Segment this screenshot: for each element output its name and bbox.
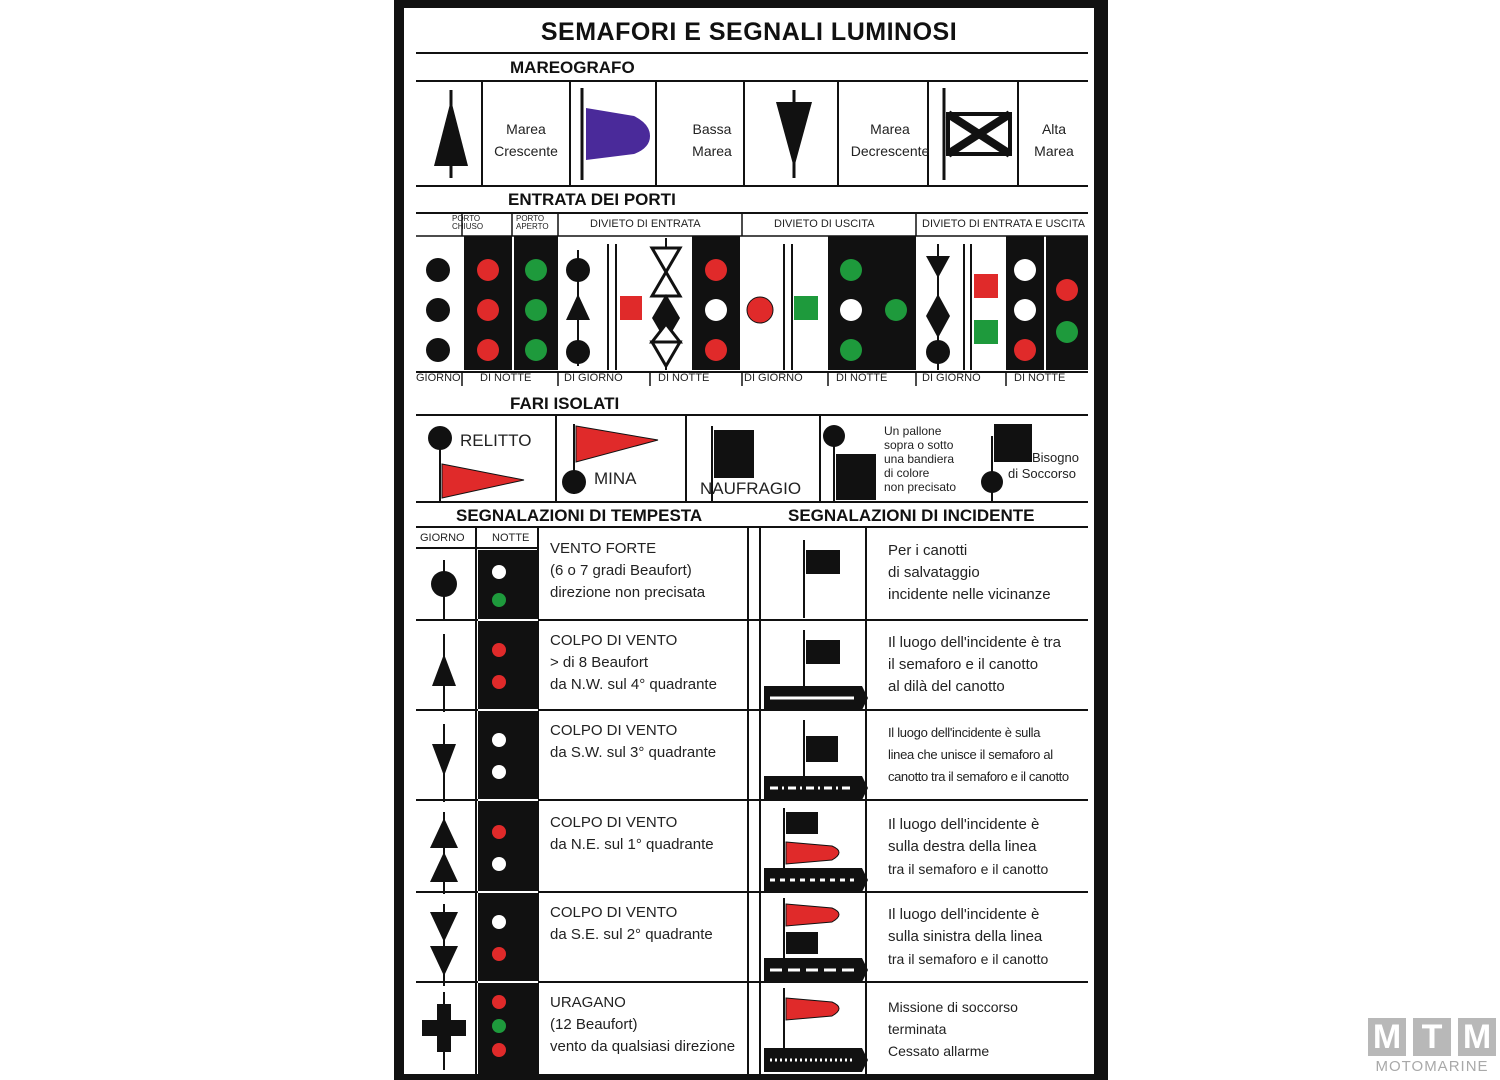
label-marea-crescente-2: Crescente — [494, 143, 558, 159]
label-bisogno-2: di Soccorso — [1008, 466, 1076, 481]
double-cone-down-day-icon — [426, 900, 466, 988]
night-lights-row-3 — [484, 728, 514, 788]
label-di-notte-4: DI NOTTE — [1014, 372, 1066, 384]
tempesta-row-6-line-3: vento da qualsiasi direzione — [550, 1038, 736, 1055]
label-di-notte-1: DI NOTTE — [480, 372, 532, 384]
label-pallone-4: di colore — [884, 466, 930, 480]
label-divieto-entrata: DIVIETO DI ENTRATA — [590, 218, 701, 230]
tempesta-row-2-line-3: da N.W. sul 4° quadrante — [550, 676, 717, 693]
chart-inner — [404, 8, 1094, 1074]
incident-flag-icon-3 — [762, 714, 868, 802]
incident-flag-icon-5 — [762, 894, 868, 984]
signal-chart-card — [394, 0, 1108, 1080]
label-di-notte-3: DI NOTTE — [836, 372, 888, 384]
page-title: SEMAFORI E SEGNALI LUMINOSI — [540, 18, 958, 46]
label-naufragio: NAUFRAGIO — [700, 479, 802, 498]
incidente-row-3-line-2: linea che unisce il semaforo al — [888, 747, 1053, 762]
tempesta-row-1-line-2: (6 o 7 gradi Beaufort) — [550, 562, 692, 579]
double-cone-up-day-icon — [426, 808, 466, 896]
section-tempesta: SEGNALAZIONI DI TEMPESTA — [456, 506, 703, 525]
night-lights-row-6 — [484, 992, 514, 1072]
logo-letter-3: M — [1458, 1018, 1496, 1056]
cross-day-icon — [422, 988, 470, 1072]
tempesta-row-5-line-1: COLPO DI VENTO — [550, 904, 678, 921]
incident-flag-icon-1 — [764, 534, 868, 620]
purple-flag-icon — [576, 88, 656, 180]
label-porto-aperto: PORTO APERTO — [516, 214, 549, 231]
incidente-row-4-line-2: sulla destra della linea — [888, 838, 1037, 855]
label-di-notte-2: DI NOTTE — [658, 372, 710, 384]
incidente-row-5-line-3: tra il semaforo e il canotto — [888, 951, 1049, 967]
tempesta-row-3-line-1: COLPO DI VENTO — [550, 722, 678, 739]
tempesta-row-2-line-1: COLPO DI VENTO — [550, 632, 678, 649]
tempesta-row-6-line-1: URAGANO — [550, 994, 626, 1011]
label-marea-decrescente-1: Marea — [870, 121, 910, 137]
label-bisogno-1: Bisogno — [1032, 450, 1079, 465]
tempesta-incidente-grid — [416, 528, 1088, 1074]
label-tempesta-giorno: GIORNO — [420, 532, 465, 544]
label-bassa-marea-2: Marea — [692, 143, 732, 159]
incidente-row-5-line-1: Il luogo dell'incidente è — [888, 906, 1040, 923]
label-pallone-1: Un pallone — [884, 424, 942, 438]
tempesta-row-3-line-2: da S.W. sul 3° quadrante — [550, 744, 717, 761]
section-fari-isolati: FARI ISOLATI — [510, 394, 620, 413]
label-giorno: GIORNO — [416, 372, 461, 384]
label-divieto-entrata-uscita: DIVIETO DI ENTRATA E USCITA — [922, 218, 1085, 230]
tempesta-row-6-line-2: (12 Beaufort) — [550, 1016, 638, 1033]
section-entrata-porti: ENTRATA DEI PORTI — [508, 190, 676, 209]
logo-letter-1: M — [1368, 1018, 1406, 1056]
label-pallone-5: non precisato — [884, 480, 957, 494]
label-divieto-uscita: DIVIETO DI USCITA — [774, 218, 875, 230]
tempesta-row-1-line-3: direzione non precisata — [550, 584, 706, 601]
night-lights-row-4 — [484, 820, 514, 880]
cross-flag-icon — [934, 88, 1014, 180]
incidente-row-6-line-2: terminata — [888, 1021, 947, 1037]
incidente-row-2-line-1: Il luogo dell'incidente è tra — [888, 634, 1061, 651]
cone-down-day-icon — [426, 718, 466, 804]
incidente-row-3-line-1: Il luogo dell'incidente è sulla — [888, 725, 1041, 740]
incidente-row-4-line-1: Il luogo dell'incidente è — [888, 816, 1040, 833]
cone-up-day-icon — [426, 628, 466, 714]
label-pallone-3: una bandiera — [884, 452, 955, 466]
label-tempesta-notte: NOTTE — [492, 532, 530, 544]
tempesta-row-1-line-1: VENTO FORTE — [550, 540, 657, 557]
incidente-row-2-line-2: il semaforo e il canotto — [888, 656, 1039, 673]
incidente-row-4-line-3: tra il semaforo e il canotto — [888, 861, 1049, 877]
label-porto-chiuso: PORTO CHIUSO — [452, 214, 484, 231]
label-alta-marea-2: Marea — [1034, 143, 1074, 159]
incident-flag-icon-2 — [762, 624, 868, 712]
incidente-row-1-line-3: incidente nelle vicinanze — [888, 586, 1051, 603]
incidente-row-5-line-2: sulla sinistra della linea — [888, 928, 1043, 945]
section-mareografo: MAREOGRAFO — [510, 58, 635, 77]
motomarine-logo — [1368, 1018, 1496, 1078]
label-marea-decrescente-2: Decrescente — [850, 143, 930, 159]
label-di-giorno-2: DI GIORNO — [744, 372, 803, 384]
tempesta-row-5-line-2: da S.E. sul 2° quadrante — [550, 926, 713, 943]
cone-up-icon — [426, 88, 476, 180]
label-di-giorno-1: DI GIORNO — [564, 372, 623, 384]
divider — [416, 52, 1088, 54]
section-incidente: SEGNALAZIONI DI INCIDENTE — [788, 506, 1035, 525]
label-di-giorno-3: DI GIORNO — [922, 372, 981, 384]
incident-flag-icon-4 — [762, 804, 868, 894]
night-lights-row-2 — [484, 638, 514, 698]
incidente-row-6-line-3: Cessato allarme — [888, 1043, 990, 1059]
night-lights-row-1 — [484, 562, 514, 618]
incidente-row-1-line-1: Per i canotti — [888, 542, 968, 559]
incidente-row-1-line-2: di salvataggio — [888, 564, 980, 581]
porti-signals — [416, 214, 1088, 386]
label-relitto: RELITTO — [460, 431, 532, 450]
label-pallone-2: sopra o sotto — [884, 438, 954, 452]
label-mina: MINA — [594, 469, 637, 488]
label-marea-crescente-1: Marea — [506, 121, 546, 137]
cone-down-icon — [764, 88, 824, 180]
tempesta-row-4-line-1: COLPO DI VENTO — [550, 814, 678, 831]
logo-letter-2: T — [1413, 1018, 1451, 1056]
incidente-row-2-line-3: al dilà del canotto — [888, 678, 1005, 695]
incidente-row-6-line-1: Missione di soccorso — [888, 999, 1018, 1015]
label-bassa-marea-1: Bassa — [692, 121, 732, 137]
incident-flag-icon-6 — [762, 984, 868, 1072]
logo-brand-text: MOTOMARINE — [1375, 1058, 1489, 1075]
night-lights-row-5 — [484, 910, 514, 970]
incidente-row-3-line-3: canotto tra il semaforo e il canotto — [888, 769, 1069, 784]
tempesta-row-4-line-2: da N.E. sul 1° quadrante — [550, 836, 714, 853]
ball-day-icon — [426, 550, 466, 622]
tempesta-row-2-line-2: > di 8 Beaufort — [550, 654, 648, 671]
label-alta-marea-1: Alta — [1041, 121, 1067, 137]
